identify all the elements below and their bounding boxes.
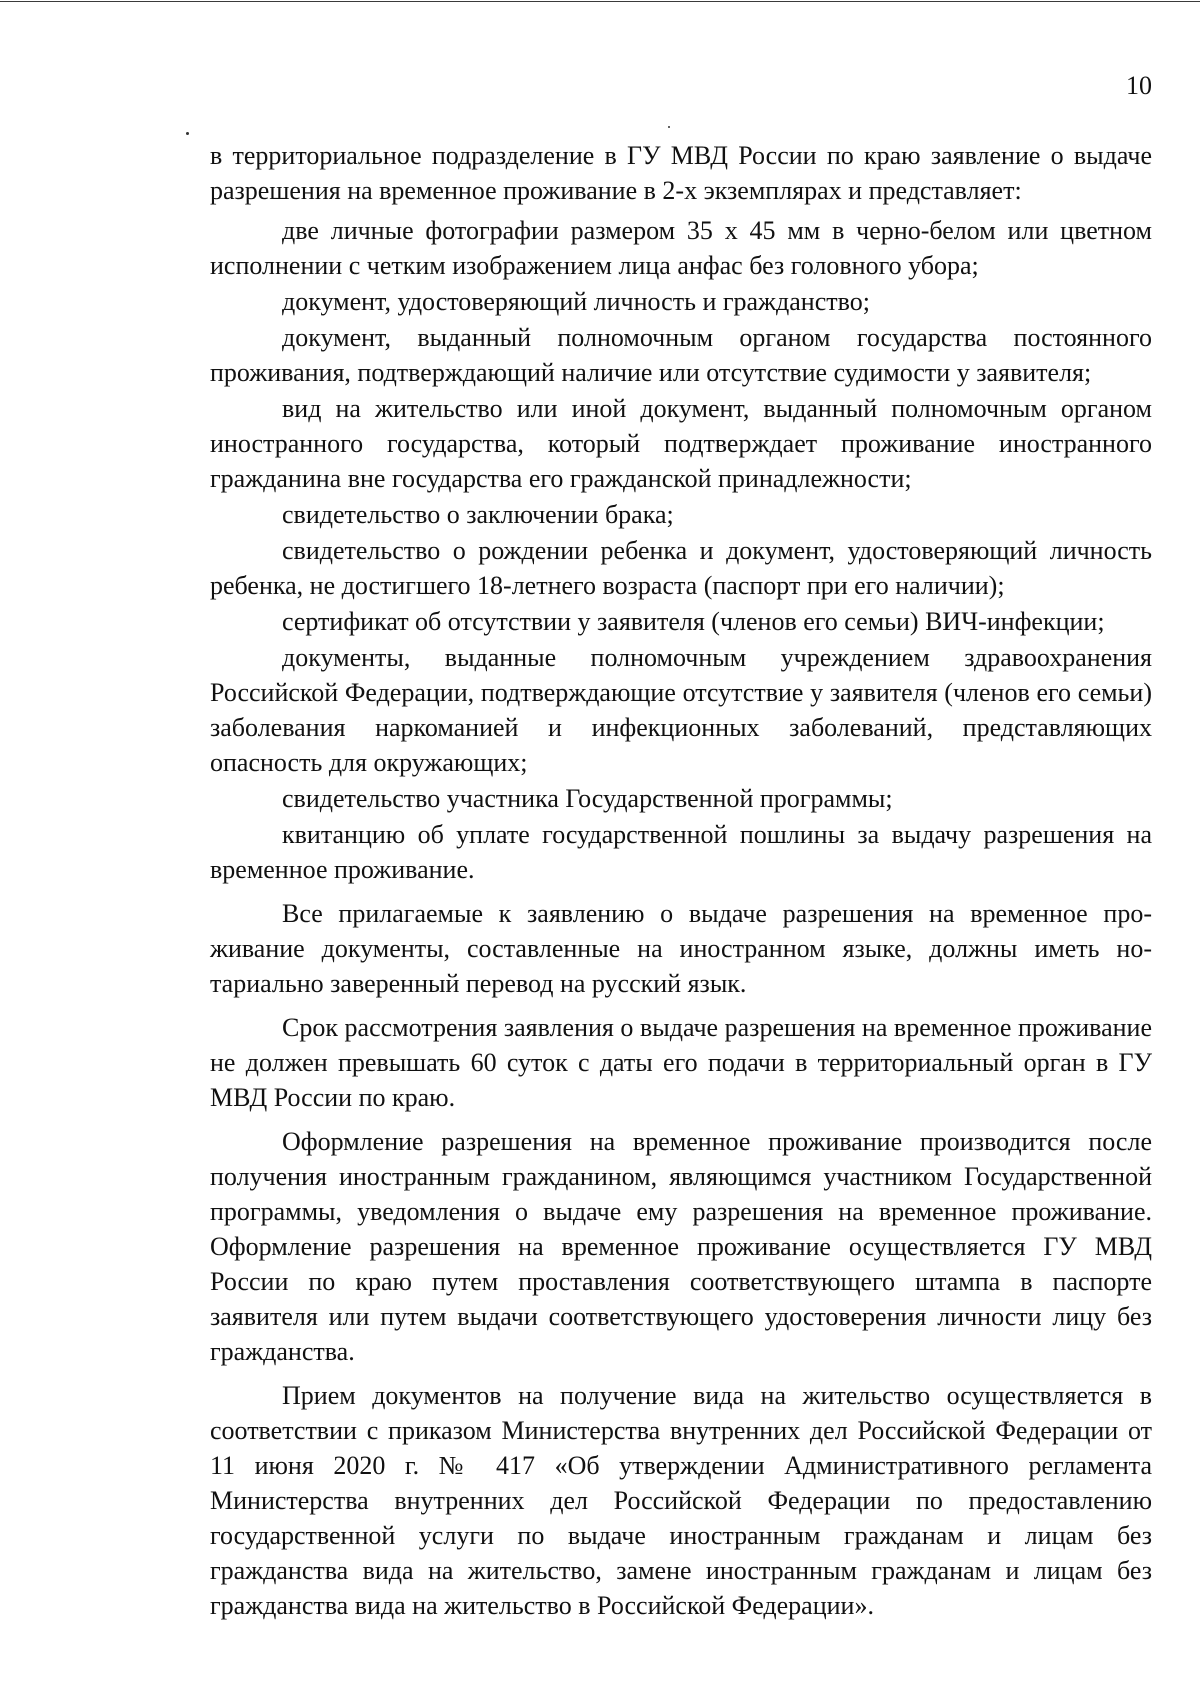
list-item: две личные фотографии размером 35 х 45 мм в черно-белом или цветном исполнении с четким изображением лица анфас без головного убора;: [210, 216, 1152, 280]
list-item: документ, удостоверяющий личность и гражданство;: [282, 287, 870, 316]
body-paragraph: Оформление разрешения на временное проживание производится после получения иностранным гражданином, являющимся участником Государственной программы, уведомления о выдаче ему разрешения на временное проживание. Оформление разрешения на временное проживание осуществляется ГУ МВД России по краю путем проставления соответствующего штампа в паспорте заявителя или путем выдачи соответствующего удостоверения личности лицу без гражданства.: [210, 1127, 1152, 1366]
scan-speck: [668, 126, 670, 128]
body-paragraph: Срок рассмотрения заявления о выдаче разрешения на временное проживание не должен превышать 60 суток с даты его подачи в территориальный орган в ГУ МВД России по краю.: [210, 1013, 1152, 1112]
continuation-paragraph: в территориальное подразделение в ГУ МВД России по краю заявление о выдаче разрешения на временное проживание в 2-х экземплярах и представляет:: [210, 141, 1152, 205]
list-item: квитанцию об уплате государственной пошлины за выдачу разрешения на временное проживание.: [210, 820, 1152, 884]
list-item: свидетельство участника Государственной программы;: [282, 784, 893, 813]
list-item: свидетельство о заключении брака;: [282, 500, 674, 529]
list-item: документ, выданный полномочным органом государства постоянного проживания, подтверждающий наличие или отсутствие судимости у заявителя;: [210, 323, 1152, 387]
document-body: [210, 138, 1152, 1623]
body-paragraph: Все прилагаемые к заявлению о выдаче разрешения на временное проживание документы, составленные на иностранном языке, должны иметь нотариально заверенный перевод на русский язык.: [210, 899, 1152, 998]
body-paragraph: Прием документов на получение вида на жительство осуществляется в соответствии с приказом Министерства внутренних дел Российской Федерации от 11 июня 2020 г. № 417 «Об утверждении Административного регламента Министерства внутренних дел Российской Федерации по предоставлению государственной услуги по выдаче иностранным гражданам и лицам без гражданства вида на жительство, замене иностранным гражданам и лицам без гражданства вида на жительство в Российской Федерации».: [210, 1381, 1152, 1620]
scan-speck: [186, 132, 189, 135]
scan-top-edge-line: [0, 1, 1200, 2]
list-item: свидетельство о рождении ребенка и документ, удостоверяющий личность ребенка, не достигшего 18-летнего возраста (паспорт при его наличии);: [210, 536, 1152, 600]
list-item: сертификат об отсутствии у заявителя (членов его семьи) ВИЧ-инфекции;: [282, 607, 1105, 636]
list-item: документы, выданные полномочным учреждением здравоохранения Российской Федерации, подтверждающие отсутствие у заявителя (членов его семьи) заболевания наркоманией и инфекционных заболеваний, представляющих опасность для окружающих;: [210, 643, 1152, 777]
page-number: 10: [1126, 71, 1152, 100]
list-item: вид на жительство или иной документ, выданный полномочным органом иностранного государства, который подтверждает проживание иностранного гражданина вне государства его гражданской принадлежности;: [210, 394, 1152, 493]
